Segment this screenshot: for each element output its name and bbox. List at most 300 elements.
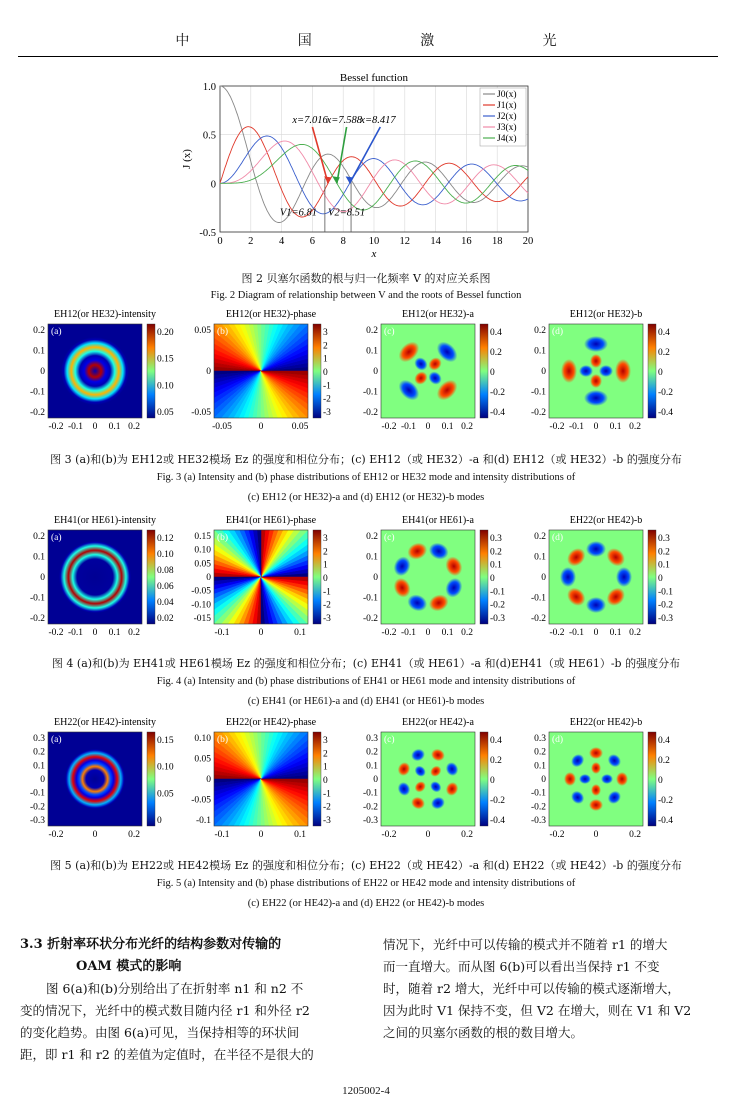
panel-x-tick: 0.2 bbox=[461, 628, 473, 638]
panel-x-tick: 0.2 bbox=[461, 422, 473, 432]
x-tick-label: 2 bbox=[248, 236, 254, 247]
colorbar-tick: 0.2 bbox=[490, 547, 502, 558]
x-tick-label: 18 bbox=[491, 236, 503, 247]
panel-x-tick: 0.1 bbox=[108, 628, 121, 638]
field-panel-a bbox=[10, 714, 182, 852]
panel-y-tick: 0.3 bbox=[366, 734, 378, 744]
colorbar-tick: 0 bbox=[323, 368, 328, 378]
panel-y-tick: -0.05 bbox=[191, 408, 211, 418]
colorbar bbox=[313, 324, 321, 418]
colorbar-tick: 0.2 bbox=[658, 348, 670, 358]
panel-y-tick: 0.1 bbox=[366, 761, 378, 772]
positive-lobe bbox=[591, 762, 601, 774]
panel-x-tick: 0 bbox=[425, 422, 431, 432]
negative-lobe bbox=[560, 567, 576, 587]
colorbar-tick: -0.2 bbox=[658, 388, 674, 398]
colorbar bbox=[648, 324, 656, 418]
panel-y-tick: 0.05 bbox=[194, 754, 211, 765]
y-tick-label: 1.0 bbox=[202, 82, 216, 93]
colorbar-tick: 0.4 bbox=[658, 736, 670, 746]
colorbar-tick: 0.15 bbox=[157, 354, 174, 365]
panel-y-tick: 0.2 bbox=[366, 747, 378, 758]
panel-x-tick: 0 bbox=[92, 628, 98, 638]
panel-x-tick: 0 bbox=[92, 830, 98, 840]
x-tick-label: 6 bbox=[309, 236, 316, 247]
panel-y-tick: -0.10 bbox=[191, 600, 211, 611]
colorbar-tick: -0.4 bbox=[490, 816, 506, 826]
page-code: 1205002-4 bbox=[342, 1085, 390, 1097]
field-panel-c bbox=[343, 714, 515, 852]
legend-label: J3(x) bbox=[497, 123, 517, 133]
figure-4-caption-en-2: (c) EH41 (or HE61)-a and (d) EH41 (or HE61)-b modes bbox=[247, 696, 485, 707]
y-tick-label: 0.5 bbox=[202, 130, 216, 142]
colorbar-tick: -2 bbox=[323, 600, 331, 611]
panel-x-tick: -0.2 bbox=[549, 628, 565, 638]
colorbar-tick: 0.02 bbox=[157, 614, 174, 624]
colorbar-tick: -0.4 bbox=[658, 408, 674, 418]
panel-tag: (b) bbox=[217, 735, 229, 745]
negative-lobe bbox=[586, 597, 606, 613]
paragraph-right-line-3: 时，随着 r2 增大，光纤中可以传输的模式逐渐增大， bbox=[383, 981, 680, 996]
root-arrow bbox=[312, 127, 328, 183]
figure-5-panels bbox=[0, 714, 732, 854]
panel-tag: (c) bbox=[384, 533, 395, 543]
colorbar bbox=[480, 530, 488, 624]
panel-x-tick: 0 bbox=[258, 830, 264, 840]
colorbar-tick: -0.2 bbox=[490, 600, 506, 611]
colorbar-tick: -0.3 bbox=[658, 614, 674, 624]
panel-x-tick: 0 bbox=[593, 422, 599, 432]
colorbar-tick: -0.2 bbox=[490, 388, 506, 398]
panel-y-tick: -0.1 bbox=[362, 387, 378, 398]
colorbar-tick: 0 bbox=[658, 776, 663, 786]
panel-y-tick: 0.10 bbox=[194, 545, 211, 556]
root-label-x=8.417: x=8.417 bbox=[360, 114, 396, 126]
positive-lobe bbox=[616, 772, 628, 786]
panel-x-tick: -0.2 bbox=[549, 830, 565, 840]
panel-y-tick: 0.1 bbox=[33, 761, 45, 772]
panel-y-tick: 0.15 bbox=[194, 532, 211, 542]
panel-x-tick: 0.2 bbox=[629, 422, 641, 432]
section-heading-line-2: OAM 模式的影响 bbox=[76, 959, 182, 974]
chart-title: Bessel function bbox=[339, 72, 409, 84]
panel-y-tick: -0.2 bbox=[530, 802, 546, 813]
field-panel-d bbox=[511, 512, 683, 650]
colorbar bbox=[147, 732, 155, 826]
panel-y-tick: 0 bbox=[40, 367, 45, 377]
figure-2-caption-en: Fig. 2 Diagram of relationship between V and the roots of Bessel function bbox=[210, 290, 522, 301]
lobe-background bbox=[381, 732, 475, 826]
journal-header-title: 中 国 激 光 bbox=[175, 33, 609, 49]
panel-x-tick: -0.1 bbox=[67, 422, 84, 432]
field-panel-d bbox=[511, 306, 683, 444]
paragraph-right-line-2: 而一直增大。而从图 6(b)可以看出当保持 r1 不变 bbox=[383, 959, 660, 974]
panel-y-tick: 0.2 bbox=[534, 532, 546, 542]
panel-x-tick: 0.1 bbox=[609, 628, 622, 638]
field-panel-b bbox=[176, 512, 348, 650]
panel-y-tick: -0.1 bbox=[195, 816, 211, 826]
legend-label: J1(x) bbox=[497, 101, 517, 111]
panel-y-tick: 0.3 bbox=[33, 734, 45, 744]
panel-title: EH22(or HE42)-b bbox=[569, 717, 643, 728]
colorbar-tick: 0.10 bbox=[157, 381, 174, 392]
panel-tag: (b) bbox=[217, 533, 229, 543]
panel-y-tick: -0.1 bbox=[362, 788, 378, 799]
panel-x-tick: -0.2 bbox=[549, 422, 565, 432]
panel-y-tick: 0.1 bbox=[534, 346, 546, 357]
colorbar-tick: 3 bbox=[323, 736, 328, 746]
panel-x-tick: 0.2 bbox=[461, 830, 473, 840]
colorbar-tick: 0 bbox=[490, 776, 495, 786]
figure-4-panels bbox=[0, 512, 732, 652]
panel-tag: (b) bbox=[217, 327, 229, 337]
paragraph-right-line-4: 因为此时 V1 保持不变，但 V2 在增大，则在 V1 和 V2 bbox=[383, 1003, 692, 1018]
colorbar-tick: 0.2 bbox=[658, 547, 670, 558]
colorbar-tick: -1 bbox=[323, 381, 331, 392]
panel-title: EH22(or HE42)-a bbox=[402, 717, 474, 728]
colorbar-tick: 2 bbox=[323, 341, 328, 352]
paragraph-line-1: 图 6(a)和(b)分别给出了在折射率 n1 和 n2 不 bbox=[46, 981, 304, 996]
section-heading-line-1: 3.3 折射率环状分布光纤的结构参数对传输的 bbox=[20, 937, 282, 952]
colorbar bbox=[648, 530, 656, 624]
colorbar-tick: -3 bbox=[323, 816, 331, 826]
panel-y-tick: -0.1 bbox=[362, 593, 378, 604]
colorbar-tick: 2 bbox=[323, 547, 328, 558]
figure-3-panels bbox=[0, 306, 732, 446]
panel-title: EH12(or HE32)-b bbox=[569, 309, 643, 320]
colorbar-tick: -3 bbox=[323, 614, 331, 624]
panel-y-tick: 0 bbox=[373, 573, 378, 583]
panel-y-tick: 0.1 bbox=[33, 552, 45, 563]
x-tick-label: 8 bbox=[340, 236, 346, 247]
panel-y-tick: -0.2 bbox=[29, 408, 45, 418]
root-label-x=7.016: x=7.016 bbox=[292, 114, 328, 126]
colorbar-tick: 1 bbox=[323, 762, 328, 773]
colorbar-tick: -2 bbox=[323, 802, 331, 813]
field-panel-b bbox=[176, 306, 348, 444]
panel-y-tick: 0.2 bbox=[366, 532, 378, 542]
colorbar-tick: 0.05 bbox=[157, 789, 174, 800]
colorbar-tick: 0.04 bbox=[157, 598, 174, 608]
panel-x-tick: 0 bbox=[425, 830, 431, 840]
panel-title: EH41(or HE61)-phase bbox=[225, 515, 317, 526]
colorbar-tick: -0.1 bbox=[658, 587, 674, 598]
field-panel-b bbox=[176, 714, 348, 852]
panel-y-tick: -0.2 bbox=[362, 802, 378, 813]
panel-y-tick: 0 bbox=[541, 367, 546, 377]
figure-3-caption-cn: 图 3 (a)和(b)为 EH12或 HE32模场 Ez 的强度和相位分布；(c) EH12（或 HE32）-a 和(d) EH12（或 HE32）-b 的强度分布 bbox=[50, 453, 682, 466]
figure-3-caption-en-1: Fig. 3 (a) Intensity and (b) phase distributions of EH12 or HE32 mode and intensity distributions of bbox=[156, 472, 576, 483]
positive-lobe bbox=[590, 374, 602, 388]
colorbar-tick: -3 bbox=[323, 408, 331, 418]
intensity-rings bbox=[59, 541, 131, 613]
panel-y-tick: 0.2 bbox=[534, 747, 546, 758]
colorbar bbox=[313, 732, 321, 826]
colorbar-tick: 0.3 bbox=[490, 534, 502, 544]
panel-x-tick: 0.1 bbox=[441, 628, 454, 638]
panel-y-tick: 0.1 bbox=[366, 346, 378, 357]
negative-lobe bbox=[616, 567, 632, 587]
lobe-background bbox=[549, 732, 643, 826]
lobe-background bbox=[381, 324, 475, 418]
panel-y-tick: -0.1 bbox=[29, 593, 45, 604]
colorbar-tick: 0 bbox=[658, 368, 663, 378]
negative-lobe bbox=[599, 365, 613, 377]
colorbar-tick: 0.1 bbox=[490, 560, 502, 571]
panel-x-tick: 0.2 bbox=[629, 628, 641, 638]
panel-title: EH12(or HE32)-a bbox=[402, 309, 474, 320]
x-tick-label: 12 bbox=[399, 236, 411, 247]
v1-label: V1=6.81 bbox=[279, 207, 317, 219]
colorbar-tick: 0.3 bbox=[658, 534, 670, 544]
lobe-background bbox=[381, 530, 475, 624]
colorbar-tick: 1 bbox=[323, 354, 328, 365]
panel-x-tick: -0.1 bbox=[568, 422, 585, 432]
panel-tag: (d) bbox=[552, 327, 564, 337]
colorbar-tick: 0 bbox=[323, 574, 328, 584]
positive-lobe bbox=[591, 784, 601, 796]
legend-label: J2(x) bbox=[497, 112, 517, 122]
panel-x-tick: -0.2 bbox=[381, 422, 397, 432]
panel-y-tick: 0.2 bbox=[33, 747, 45, 758]
panel-tag: (a) bbox=[51, 735, 62, 745]
panel-y-tick: 0 bbox=[206, 367, 211, 377]
panel-y-tick: -0.2 bbox=[362, 614, 378, 624]
field-panel-a bbox=[10, 512, 182, 650]
section-3-3-left-column bbox=[20, 934, 360, 1066]
panel-y-tick: -0.3 bbox=[29, 816, 45, 826]
negative-lobe bbox=[601, 774, 613, 784]
panel-tag: (c) bbox=[384, 327, 395, 337]
colorbar-tick: 3 bbox=[323, 328, 328, 338]
colorbar-tick: -0.2 bbox=[490, 796, 506, 806]
panel-x-tick: 0.1 bbox=[294, 628, 306, 638]
panel-x-tick: -0.2 bbox=[48, 628, 64, 638]
figure-4-caption-cn: 图 4 (a)和(b)为 EH41或 HE61模场 Ez 的强度和相位分布；(c) EH41（或 HE61）-a 和(d)EH41（或 HE61）-b 的强度分布 bbox=[51, 657, 681, 670]
panel-y-tick: -0.1 bbox=[530, 788, 546, 799]
panel-x-tick: 0.1 bbox=[441, 422, 454, 432]
panel-x-tick: 0.1 bbox=[294, 830, 306, 840]
panel-x-tick: -0.1 bbox=[568, 628, 585, 638]
section-3-3-right-column bbox=[383, 934, 719, 1044]
y-axis-label: J (x) bbox=[181, 149, 193, 169]
field-panel-d bbox=[511, 714, 683, 852]
colorbar bbox=[147, 324, 155, 418]
colorbar-tick: 0.12 bbox=[157, 534, 174, 544]
x-tick-label: 4 bbox=[278, 236, 285, 247]
panel-y-tick: -0.2 bbox=[29, 802, 45, 813]
panel-y-tick: -0.05 bbox=[191, 795, 211, 806]
panel-y-tick: 0.05 bbox=[194, 559, 211, 570]
intensity-rings bbox=[61, 337, 129, 405]
x-tick-label: 16 bbox=[461, 236, 472, 247]
root-label-x=7.588: x=7.588 bbox=[326, 114, 362, 126]
panel-x-tick: 0 bbox=[425, 628, 431, 638]
panel-x-tick: -0.2 bbox=[48, 422, 64, 432]
colorbar-tick: 1 bbox=[323, 560, 328, 571]
panel-y-tick: -0.2 bbox=[530, 408, 546, 418]
panel-y-tick: -0.2 bbox=[362, 408, 378, 418]
panel-tag: (a) bbox=[51, 327, 62, 337]
panel-y-tick: 0.2 bbox=[534, 326, 546, 336]
panel-x-tick: -0.1 bbox=[67, 628, 84, 638]
panel-title: EH12(or HE32)-intensity bbox=[54, 309, 156, 320]
colorbar bbox=[313, 530, 321, 624]
v2-label: V2=8.51 bbox=[328, 207, 366, 219]
root-arrow bbox=[337, 127, 347, 183]
colorbar-tick: -0.3 bbox=[490, 614, 506, 624]
colorbar-tick: -0.4 bbox=[490, 408, 506, 418]
panel-y-tick: -0.1 bbox=[530, 387, 546, 398]
y-tick-label: -0.5 bbox=[199, 228, 216, 239]
panel-y-tick: 0 bbox=[40, 573, 45, 583]
panel-x-tick: 0.2 bbox=[128, 628, 140, 638]
panel-y-tick: 0 bbox=[40, 775, 45, 785]
colorbar-tick: 0.20 bbox=[157, 328, 174, 338]
figure-5-caption-en-1: Fig. 5 (a) Intensity and (b) phase distributions of EH22 or HE42 mode and intensity distributions of bbox=[156, 878, 576, 889]
panel-y-tick: -0.1 bbox=[29, 387, 45, 398]
panel-y-tick: 0.2 bbox=[33, 326, 45, 336]
colorbar-tick: 0.15 bbox=[157, 736, 174, 746]
colorbar-tick: 0.05 bbox=[157, 408, 174, 418]
root-arrowhead bbox=[333, 176, 340, 183]
colorbar-tick: 0.2 bbox=[490, 348, 502, 358]
panel-x-tick: 0 bbox=[258, 628, 264, 638]
panel-tag: (d) bbox=[552, 735, 564, 745]
colorbar-tick: -1 bbox=[323, 587, 331, 598]
panel-y-tick: 0 bbox=[373, 367, 378, 377]
panel-x-tick: -0.2 bbox=[48, 830, 64, 840]
panel-x-tick: 0 bbox=[92, 422, 98, 432]
colorbar-tick: 0.4 bbox=[490, 736, 502, 746]
panel-x-tick: 0.2 bbox=[629, 830, 641, 840]
colorbar-tick: 0.2 bbox=[490, 756, 502, 766]
legend-label: J0(x) bbox=[497, 90, 517, 100]
panel-x-tick: 0 bbox=[593, 830, 599, 840]
panel-y-tick: -0.3 bbox=[530, 816, 546, 826]
panel-x-tick: -0.2 bbox=[381, 830, 397, 840]
panel-y-tick: -0.05 bbox=[191, 586, 211, 597]
panel-x-tick: -0.1 bbox=[400, 422, 417, 432]
figure-5-caption-cn: 图 5 (a)和(b)为 EH22或 HE42模场 Ez 的强度和相位分布；(c) EH22（或 HE42）-a 和(d) EH22（或 HE42）-b 的强度分布 bbox=[50, 859, 682, 872]
negative-lobe bbox=[586, 541, 606, 557]
legend bbox=[480, 88, 526, 146]
positive-lobe bbox=[564, 772, 576, 786]
colorbar-tick: 0.06 bbox=[157, 582, 174, 592]
panel-title: EH22(or HE42)-phase bbox=[225, 717, 317, 728]
panel-y-tick: 0.1 bbox=[366, 552, 378, 563]
colorbar-tick: 0 bbox=[157, 816, 162, 826]
panel-title: EH41(or HE61)-intensity bbox=[54, 515, 156, 526]
paragraph-right-line-1: 情况下，光纤中可以传输的模式并不随着 r1 的增大 bbox=[383, 937, 668, 952]
panel-x-tick: -0.1 bbox=[214, 628, 230, 638]
panel-y-tick: 0 bbox=[373, 775, 378, 785]
field-panel-c bbox=[343, 512, 515, 650]
panel-y-tick: 0.10 bbox=[194, 734, 211, 744]
panel-x-tick: 0.2 bbox=[128, 830, 140, 840]
panel-y-tick: 0.3 bbox=[534, 734, 546, 744]
positive-lobe bbox=[589, 747, 603, 759]
panel-y-tick: 0 bbox=[206, 573, 211, 583]
field-panel-a bbox=[10, 306, 182, 444]
panel-x-tick: 0.1 bbox=[609, 422, 622, 432]
intensity-rings bbox=[65, 749, 125, 809]
colorbar-tick: 0 bbox=[490, 574, 495, 584]
paragraph-line-4: 距，即 r1 和 r2 的差值为定值时，在半径不是很大的 bbox=[20, 1047, 314, 1062]
colorbar bbox=[480, 732, 488, 826]
panel-y-tick: -0.2 bbox=[530, 614, 546, 624]
colorbar-tick: 0.4 bbox=[658, 328, 670, 338]
colorbar-tick: -1 bbox=[323, 789, 331, 800]
x-tick-label: 10 bbox=[368, 236, 380, 247]
colorbar-tick: -0.4 bbox=[658, 816, 674, 826]
colorbar-tick: 0.10 bbox=[157, 550, 174, 560]
y-tick-label: 0 bbox=[210, 179, 216, 191]
paragraph-line-3: 的变化趋势。由图 6(a)可见，当保持相等的环状间 bbox=[20, 1025, 300, 1040]
panel-x-tick: 0.1 bbox=[108, 422, 121, 432]
colorbar-tick: 0 bbox=[658, 574, 663, 584]
colorbar-tick: 0.08 bbox=[157, 566, 174, 576]
panel-title: EH41(or HE61)-a bbox=[402, 515, 474, 526]
panel-y-tick: 0 bbox=[541, 573, 546, 583]
colorbar-tick: 0 bbox=[323, 776, 328, 786]
panel-y-tick: -0.1 bbox=[29, 788, 45, 799]
panel-title: EH22(or HE42)-b bbox=[569, 515, 643, 526]
panel-y-tick: -0.3 bbox=[362, 816, 378, 826]
x-tick-label: 20 bbox=[522, 236, 534, 247]
panel-x-tick: 0 bbox=[593, 628, 599, 638]
colorbar bbox=[480, 324, 488, 418]
colorbar-tick: 0.10 bbox=[157, 762, 174, 773]
x-tick-label: 14 bbox=[430, 236, 441, 247]
figure-4-caption-en-1: Fig. 4 (a) Intensity and (b) phase distributions of EH41 or HE61 mode and intensity distributions of bbox=[156, 676, 576, 687]
panel-tag: (c) bbox=[384, 735, 395, 745]
figure-5-caption-en-2: (c) EH22 (or HE42)-a and (d) EH22 (or HE42)-b modes bbox=[247, 898, 485, 909]
panel-y-tick: -015 bbox=[193, 614, 211, 624]
panel-y-tick: -0.2 bbox=[29, 614, 45, 624]
legend-label: J4(x) bbox=[497, 134, 517, 144]
colorbar-tick: 0.1 bbox=[658, 560, 670, 571]
panel-y-tick: 0.1 bbox=[534, 761, 546, 772]
panel-x-tick: 0.05 bbox=[291, 422, 309, 432]
panel-x-tick: 0 bbox=[258, 422, 264, 432]
colorbar-tick: -0.1 bbox=[490, 587, 506, 598]
colorbar-tick: 2 bbox=[323, 749, 328, 760]
panel-y-tick: 0.1 bbox=[33, 346, 45, 357]
negative-lobe bbox=[584, 390, 608, 406]
colorbar-tick: -0.2 bbox=[658, 796, 674, 806]
panel-y-tick: 0.2 bbox=[33, 532, 45, 542]
figure-2-bessel-chart bbox=[175, 66, 555, 266]
field-panel-c bbox=[343, 306, 515, 444]
panel-x-tick: 0.2 bbox=[128, 422, 140, 432]
positive-lobe bbox=[561, 359, 577, 383]
colorbar bbox=[648, 732, 656, 826]
panel-y-tick: 0.2 bbox=[366, 326, 378, 336]
positive-lobe bbox=[615, 359, 631, 383]
negative-lobe bbox=[579, 774, 591, 784]
header-rule bbox=[18, 56, 718, 57]
negative-lobe bbox=[584, 336, 608, 352]
paragraph-right-line-5: 之间的贝塞尔函数的根的数目增大。 bbox=[383, 1025, 584, 1040]
panel-y-tick: 0 bbox=[206, 775, 211, 785]
panel-x-tick: -0.1 bbox=[400, 628, 417, 638]
panel-title: EH22(or HE42)-intensity bbox=[54, 717, 156, 728]
colorbar-tick: 0.2 bbox=[658, 756, 670, 766]
colorbar-tick: -2 bbox=[323, 394, 331, 405]
positive-lobe bbox=[589, 799, 603, 811]
panel-y-tick: 0.1 bbox=[534, 552, 546, 563]
